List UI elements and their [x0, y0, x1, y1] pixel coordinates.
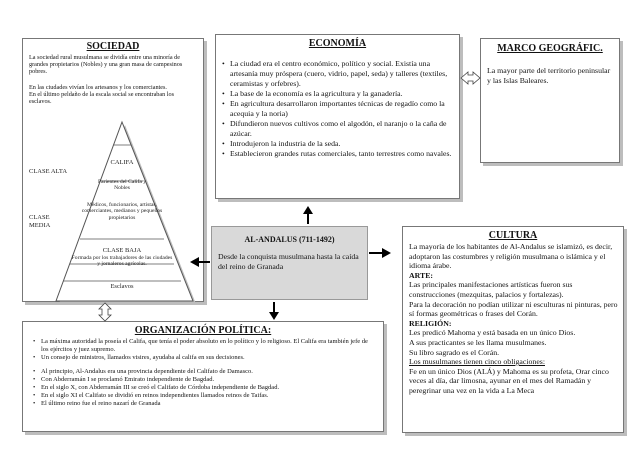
arrow-up-icon	[303, 206, 313, 224]
cultura-arte-heading: ARTE:	[409, 270, 433, 280]
cultura-religion-3: Su libro sagrado es el Corán.	[409, 347, 500, 357]
economia-item: • En agricultura desarrollaron importantes técnicas de regadío como la acequia y la noria)	[222, 99, 453, 119]
economia-item: • Establecieron grandes rutas comerciales, tanto terrestres como navales.	[222, 149, 453, 159]
economia-title: ECONOMÍA	[308, 38, 367, 49]
politica-title: ORGANIZACIÓN POLÍTICA:	[134, 325, 272, 336]
cultura-religion-1: Les predicó Mahoma y está basada en un único Dios.	[409, 328, 576, 338]
pyramid-esclavos: Esclavos	[110, 283, 134, 290]
economia-item: • La ciudad era el centro económico, político y social. Existía una artesanía muy próspera (cuero, vidrio, papel, seda) y talleres (textiles, ceramistas y orfebres).	[222, 59, 453, 89]
sociedad-intro: La sociedad rural musulmana se dividía entre una minoría de grandes propietarios (Nobles) y una gran masa de campesinos pobres.	[29, 54, 183, 76]
economia-item: • La base de la economía es la agricultura y la ganadería.	[222, 89, 453, 99]
cultura-obligaciones-heading: Los musulmanes tienen cinco obligaciones:	[409, 357, 545, 367]
pyramid-clase-media: CLASE MEDIA	[29, 214, 51, 229]
economia-item: • Difundieron nuevos cultivos como el algodón, el naranjo o la caña de azúcar.	[222, 119, 453, 139]
cultura-intro: La mayoría de los habitantes de Al-Andalus se islamizó, es decir, adoptaron las costumbres y religión musulmana o islámica y el idioma árabe.	[409, 242, 613, 271]
pyramid-califa: CALIFA	[110, 159, 134, 166]
economia-item: • Introdujeron la industria de la seda.	[222, 139, 453, 149]
marco-title: MARCO GEOGRÁFIC.	[497, 43, 603, 54]
arrow-right-icon	[369, 248, 391, 258]
politica-item: • En el siglo XI el Califato se dividió en reinos independientes llamados reinos de Taifas.	[33, 392, 377, 400]
politica-item: • La máxima autoridad la poseía el Califa, que tenía el poder absoluto en lo político y lo religioso. El Califa era también jefe de los ejércitos y juez supremo.	[33, 338, 377, 354]
cultura-title: CULTURA	[488, 230, 538, 241]
double-arrow-vertical-icon	[99, 303, 111, 321]
cultura-religion-2: A sus practicantes se les llama musulmanes.	[409, 337, 547, 347]
politica-item: • Al principio, Al-Andalus era una provincia dependiente del Califato de Damasco.	[33, 368, 377, 376]
pyramid-clase-alta: CLASE ALTA	[29, 168, 68, 175]
sociedad-title: SOCIEDAD	[86, 41, 140, 52]
politica-item: • En el siglo X, con Abderramán III se creó el Califato de Córdoba independiente de Bagdad.	[33, 384, 377, 392]
politica-item: • El último reino fue el reino nazarí de Granada	[33, 400, 377, 408]
double-arrow-horizontal-icon	[461, 72, 480, 84]
cultura-arte-2: Para la decoración no podían utilizar ni esculturas ni pinturas, pero sí formas geométricas o frases del Corán.	[409, 299, 618, 319]
pyramid-parientes: Parientes del Califa y Nobles	[98, 179, 146, 192]
pyramid-clase-baja: CLASE BAJA	[102, 247, 142, 254]
marco-text: La mayor parte del territorio peninsular y las Islas Baleares.	[487, 66, 611, 85]
politica-item: • Un consejo de ministros, llamados visires, ayudaba al califa en sus decisiones.	[33, 354, 377, 362]
cultura-obligaciones: Fe en un único Dios (ALÁ) y Mahoma es su profeta, Orar cinco veces al día, dar limosna, ayunar en el mes del Ramadán y peregrinar una vez en la vida a La Meca	[409, 366, 609, 395]
arrow-down-icon	[269, 302, 279, 320]
sociedad-esclavos: En el último peldaño de la escala social se encontraban los esclavos.	[29, 90, 175, 106]
cultura-arte-1: Las principales manifestaciones artísticas fueron sus construcciones (mezquitas, palacios y fortalezas).	[409, 280, 573, 299]
arrow-left-icon	[190, 257, 210, 267]
pyramid-baja-desc: Formada por los trabajadores de las ciudades y jornaleros agrícolas.	[71, 255, 173, 268]
pyramid-media-desc: Médicos, funcionarios, artistas, comerciantes, medianos y pequeños propietarios	[81, 202, 163, 221]
sociedad-ciudades: En las ciudades vivían los artesanos y los comerciantes.	[29, 83, 167, 91]
al-andalus-text: Desde la conquista musulmana hasta la caída del reino de Granada	[218, 252, 359, 271]
cultura-religion-heading: RELIGIÓN:	[409, 318, 452, 328]
al-andalus-title: AL-ANDALUS (711-1492)	[244, 235, 335, 244]
politica-item: • Con Abderramán I se proclamó Emirato independiente de Bagdad.	[33, 376, 377, 384]
